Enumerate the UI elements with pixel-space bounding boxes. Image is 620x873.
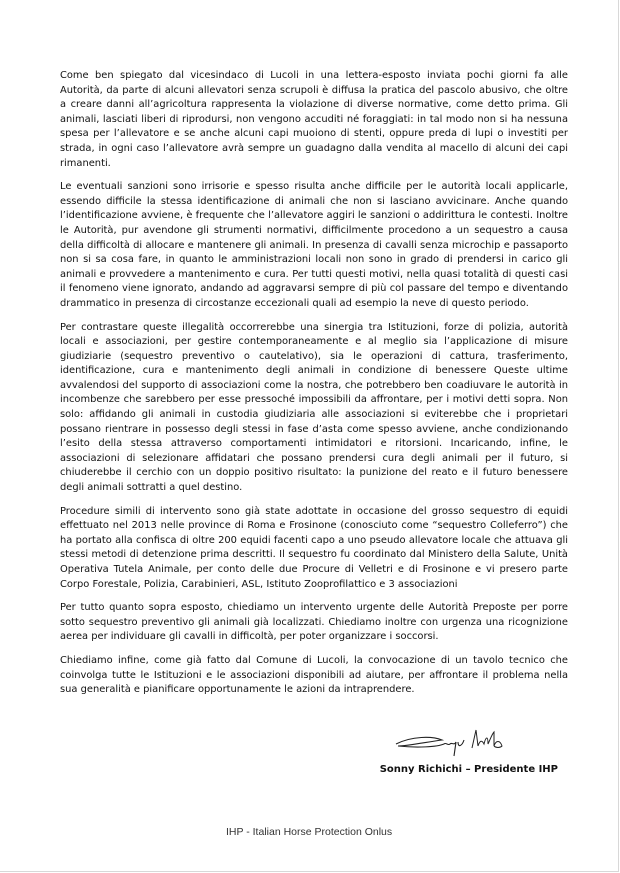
paragraph: Procedure simili di intervento sono già state adottate in occasione del grosso sequestro di equidi effettuato nel 2013 nelle province di Roma e Frosinone (conosciuto come “sequestro Colleferro”) che ha portato alla confisca di oltre 200 equidi facenti capo a uno pseudo allevatore locale che attuava gli stessi metodi di detenzione prima descritti. Il sequestro fu coordinato dal Ministero della Salute, Unità Operativa Tutela Animale, per conto delle due Procure di Velletri e di Frosinone e vi presero parte Corpo Forestale, Polizia, Carabinieri, ASL, Istituto Zooprofilattico e 3 associazioni <box>60 505 568 590</box>
paragraph: Le eventuali sanzioni sono irrisorie e spesso risulta anche difficile per le autorità locali applicarle, essendo difficile la stessa identificazione di animali che non si lasciano avvicinare. Anche quando l’identificazione avviene, è frequente che l’allevatore aggiri le sanzioni o addirittura le contesti. Inoltre le Autorità, pur avendone gli strumenti normativi, difficilmente procedono a un sequestro a causa della difficoltà di allocare e mantenere gli animali. In presenza di cavalli senza microchip e passaporto non si sa cosa fare, in quanto le amministrazioni locali non sono in grado di prendersi in carico gli animali e provvedere a mantenimento e cura. Per tutti questi motivi, nella quasi totalità di questi casi il fenomeno viene ignorato, andando ad aggravarsi sempre di più col passare del tempo e diventando drammatico in presenza di circostanze eccezionali quali ad esempio la neve di questo periodo. <box>60 181 568 309</box>
footer-organization: IHP - Italian Horse Protection Onlus <box>226 826 393 838</box>
signer-name: Sonny Richichi – Presidente IHP <box>379 764 558 775</box>
paragraph: Per contrastare queste illegalità occorrerebbe una sinergia tra Istituzioni, forze di polizia, autorità locali e associazioni, per gestire contemporaneamente e al meglio sia l’applicazione di misure giudiziarie (sequestro preventivo o cautelativo), sia le operazioni di cattura, trasferimento, identificazione, cura e mantenimento degli animali in condizione di benessere Queste ultime avvalendosi del supporto di associazioni come la nostra, che potrebbero ben coadiuvare le autorità in incombenze che sarebbero per esse pressoché impossibili da affrontare, per i motivi detti sopra. Non solo: affidando gli animali in custodia giudiziaria alle associazioni si eviterebbe che i proprietari possano rientrare in possesso degli stessi in fase d’asta come spesso avviene, anche condizionando l’esito della stessa attraverso comportamenti intimidatori e ritorsioni. Incaricando, infine, le associazioni di selezionare affidatari che possano prendersi cura degli animali per il futuro, si chiuderebbe il cerchio con un doppio positivo risultato: la punizione del reato e il futuro benessere degli animali sottratti a quel destino. <box>60 321 568 494</box>
paragraph: Come ben spiegato dal vicesindaco di Lucoli in una lettera-esposto inviata pochi giorni fa alle Autorità, da parte di alcuni allevatori senza scrupoli è diffusa la pratica del pascolo abusivo, che oltre a creare danni all’agricoltura rappresenta la violazione di diverse normative, come detto prima. Gli animali, lasciati liberi di riprodursi, non vengono accuditi né foraggiati: in tal modo non si ha nessuna spesa per l’allevatore e se anche alcuni capi muoiono di stenti, oppure preda di lupi o investiti per strada, in ogni caso l’allevatore avrà sempre un guadagno dalla vendita al macello di alcuni dei capi rimanenti. <box>60 70 568 169</box>
letter-body <box>60 69 568 707</box>
handwritten-signature <box>392 722 512 758</box>
paragraph: Per tutto quanto sopra esposto, chiediamo un intervento urgente delle Autorità Preposte per porre sotto sequestro preventivo gli animali già localizzati. Chiediamo inoltre con urgenza una ricognizione aerea per individuare gli cavalli in difficoltà, per poter organizzare i soccorsi. <box>60 602 568 643</box>
paragraph: Chiediamo infine, come già fatto dal Comune di Lucoli, la convocazione di un tavolo tecnico che coinvolga tutte le Istituzioni e le associazioni disponibili ad aiutare, per affrontare il problema nella sua generalità e pianificare opportunamente le azioni da intraprendere. <box>60 654 568 696</box>
